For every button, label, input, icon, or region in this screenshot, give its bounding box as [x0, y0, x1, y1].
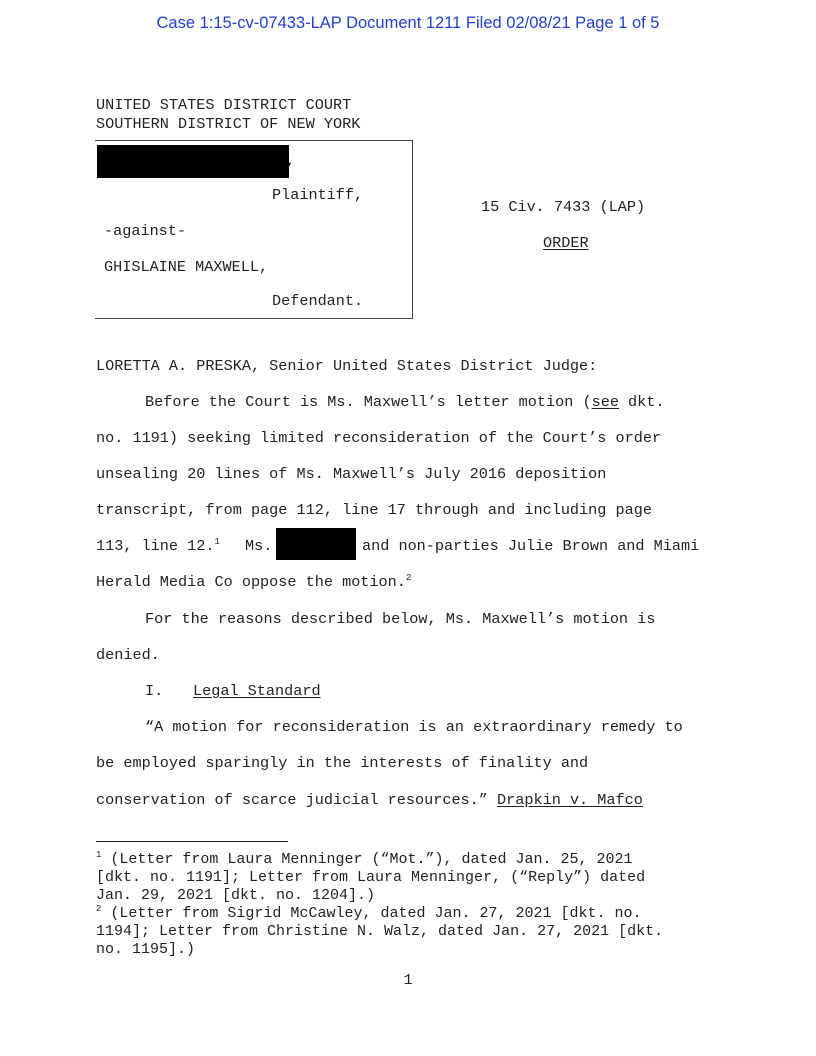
judge-line: LORETTA A. PRESKA, Senior United States District Judge: — [96, 357, 598, 375]
footnote-1-line-3: Jan. 29, 2021 [dkt. no. 1204].) — [96, 887, 376, 904]
plaintiff-label: Plaintiff, — [272, 186, 364, 204]
defendant-label: Defendant. — [272, 292, 364, 310]
footnote-separator — [96, 841, 288, 842]
plaintiff-comma: , — [286, 152, 296, 170]
footnote-1-line-2: [dkt. no. 1191]; Letter from Laura Menninger, (“Reply”) dated — [96, 869, 646, 886]
ms-label: Ms. — [245, 537, 273, 555]
section-heading-title: Legal Standard — [193, 682, 321, 700]
paragraph-1-line-4: transcript, from page 112, line 17 through and including page — [96, 501, 652, 519]
paragraph-2-line-1: For the reasons described below, Ms. Maxwell’s motion is — [145, 610, 656, 628]
paragraph-1-line-2: no. 1191) seeking limited reconsideration of the Court’s order — [96, 429, 662, 447]
paragraph-1-line-5: 113, line 12.$^1$ — [96, 536, 220, 555]
footnote-ref-2: 2 — [405, 572, 412, 583]
paragraph-3-line-2: be employed sparingly in the interests of finality and — [96, 754, 589, 772]
order-title: ORDER — [543, 234, 589, 252]
paragraph-3-line-3: conservation of scarce judicial resources.” Drapkin v. Mafco — [96, 791, 643, 809]
page-number: 1 — [403, 971, 413, 989]
case-citation: Drapkin v. Mafco — [497, 791, 643, 809]
ecf-header-stamp: Case 1:15-cv-07433-LAP Document 1211 Filed 02/08/21 Page 1 of 5 — [156, 14, 660, 32]
court-name-line-1: UNITED STATES DISTRICT COURT — [96, 96, 352, 114]
paragraph-1-line-5-end: and non-parties Julie Brown and Miami — [362, 537, 700, 555]
case-number: 15 Civ. 7433 (LAP) — [481, 198, 646, 216]
redacted-plaintiff-name — [97, 145, 289, 178]
paragraph-1-line-3: unsealing 20 lines of Ms. Maxwell’s July 2016 deposition — [96, 465, 607, 483]
paragraph-1-line-1: Before the Court is Ms. Maxwell’s letter motion (see dkt. — [145, 393, 665, 411]
against-label: -against- — [104, 222, 187, 240]
court-name-line-2: SOUTHERN DISTRICT OF NEW YORK — [96, 115, 361, 133]
paragraph-3-line-1: “A motion for reconsideration is an extraordinary remedy to — [145, 718, 683, 736]
footnote-2-line-1: $^2$ (Letter from Sigrid McCawley, dated Jan. 27, 2021 [dkt. no. — [96, 904, 642, 922]
section-heading-number: I. — [145, 682, 164, 700]
redacted-party-name — [276, 528, 356, 560]
paragraph-2-line-2: denied. — [96, 646, 160, 664]
footnote-2-line-2: 1194]; Letter from Christine N. Walz, dated Jan. 27, 2021 [dkt. — [96, 923, 664, 940]
see-signal: see — [591, 393, 619, 411]
footnote-2-line-3: no. 1195].) — [96, 941, 196, 958]
footnote-ref-1: 1 — [214, 536, 220, 547]
footnote-1-line-1: $^1$ (Letter from Laura Menninger (“Mot.”), dated Jan. 25, 2021 — [96, 850, 633, 868]
defendant-name: GHISLAINE MAXWELL, — [104, 258, 269, 276]
paragraph-1-line-6: Herald Media Co oppose the motion.$^2$ — [96, 572, 412, 591]
